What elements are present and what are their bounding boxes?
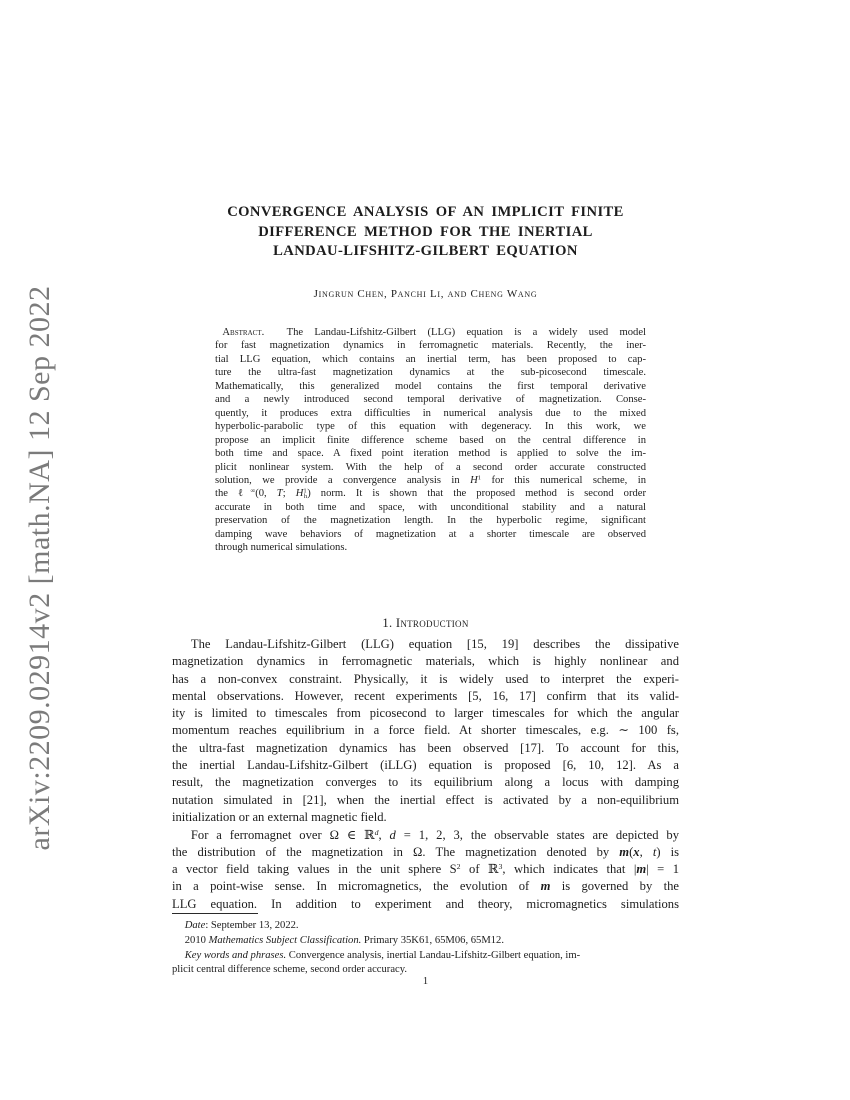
text-line: the ultra-fast magnetization dynamics has been observed [17]. To account for this, [172, 740, 679, 755]
section-heading: 1. Introduction [382, 616, 469, 630]
text-line: for fast magnetization dynamics in ferromagnetic materials. Recently, the iner- [215, 340, 646, 352]
text-line: quently, it produces extra difficulties in numerical analysis due to the mixed [215, 407, 646, 419]
text-line: result, the magnetization converges to its equilibrium along a locus with damping [172, 775, 679, 790]
text-line: CONVERGENCE ANALYSIS OF AN IMPLICIT FINITE [227, 204, 624, 220]
text-line: a vector field taking values in the unit sphere $S^2$ of ℝ$^3$, which indicates that |m| = 1 [172, 862, 679, 877]
intro-paragraph-1 [172, 636, 679, 826]
text-line: in a point-wise sense. In micromagnetics, the evolution of m is governed by the [172, 879, 679, 894]
text-line: LLG equation. In addition to experiment and theory, micromagnetics simulations [172, 896, 679, 911]
text-line: solution, we provide a convergence analysis in $H^1$ for this numerical scheme, in [215, 474, 646, 486]
text-line: accurate in both time and space, with unconditional stability and a natural [215, 501, 646, 513]
text-line: magnetization dynamics in ferromagnetic materials, which is highly nonlinear and [172, 654, 679, 669]
text-line: the distribution of the magnetization in Ω. The magnetization denoted by m(x, t) is [172, 844, 679, 859]
text-line: the ℓ∞(0, T; $H^1_h$) norm. It is shown that the proposed method is second order [215, 488, 647, 501]
text-line: Date: September 13, 2022. [184, 920, 299, 931]
text-line: both time and space. A fixed point iteration method is applied to solve the im- [215, 448, 646, 460]
text-line: plicit nonlinear system. With the help of a second order accurate constructed [215, 461, 646, 473]
text-line: 2010 Mathematics Subject Classification. Primary 35K61, 65M06, 65M12. [184, 934, 505, 946]
text-line: Key words and phrases. Convergence analysis, inertial Landau-Lifshitz-Gilbert equation, im- [184, 949, 581, 961]
text-line: preservation of the magnetization length. In the hyperbolic regime, significant [215, 515, 646, 527]
text-line: ity is limited to timescales from picosecond to larger timescales for which the angular [172, 706, 679, 721]
authors: Jingrun Chen, Panchi Li, and Cheng Wang [313, 288, 538, 300]
text-line: hyperbolic-parabolic type of this equation with degeneracy. In this work, we [215, 421, 646, 433]
text-line: has a non-convex constraint. Physically, it is widely used to interpret the experi- [172, 671, 679, 686]
text-line: plicit central difference scheme, second order accuracy. [172, 964, 407, 976]
page-number: 1 [422, 976, 429, 987]
text-line: momentum reaches equilibrium in a force field. At shorter timescales, e.g. ∼ 100 fs, [172, 723, 679, 738]
text-line: DIFFERENCE METHOD FOR THE INERTIAL [258, 223, 593, 240]
text-line: mental observations. However, recent experiments [5, 16, 17] confirm that its valid- [172, 688, 679, 703]
text-line: Abstract. The Landau-Lifshitz-Gilbert (LLG) equation is a widely used model [222, 327, 646, 338]
intro-paragraph-2 [172, 827, 679, 913]
text-line: Mathematically, this generalized model contains the first temporal derivative [215, 380, 646, 392]
text-line: propose an implicit finite difference scheme based on the central difference in [215, 434, 646, 446]
footnote-rule [172, 913, 258, 914]
text-line: through numerical simulations. [215, 542, 348, 554]
text-line: the inertial Landau-Lifshitz-Gilbert (iLLG) equation is proposed [6, 10, 12]. As a [172, 758, 679, 773]
text-line: damping wave behaviors of magnetization at a shorter timescale are observed [215, 528, 646, 540]
abstract [215, 326, 646, 555]
footnotes [172, 919, 679, 978]
text-line: initialization or an external magnetic field. [172, 809, 387, 824]
text-line: The Landau-Lifshitz-Gilbert (LLG) equation [15, 19] describes the dissipative [190, 637, 679, 651]
text-line: nutation simulated in [21], when the inertial effect is activated by a non-equilibrium [172, 792, 679, 807]
text-line: and a newly introduced second temporal derivative of magnetization. Conse- [215, 394, 646, 406]
text-line: For a ferromagnet over Ω ∈ ℝ$^d$, d = 1, 2, 3, the observable states are depicted by [190, 827, 680, 842]
text-line: LANDAU-LIFSHITZ-GILBERT EQUATION [273, 243, 578, 259]
paper-title [172, 203, 679, 262]
text-line: tial LLG equation, which contains an inertial term, has been proposed to cap- [215, 353, 646, 365]
text-line: ture the ultra-fast magnetization dynamics at the sub-picosecond timescale. [215, 367, 646, 379]
arxiv-stamp: arXiv:2209.02914v2 [math.NA] 12 Sep 2022 [23, 285, 56, 851]
